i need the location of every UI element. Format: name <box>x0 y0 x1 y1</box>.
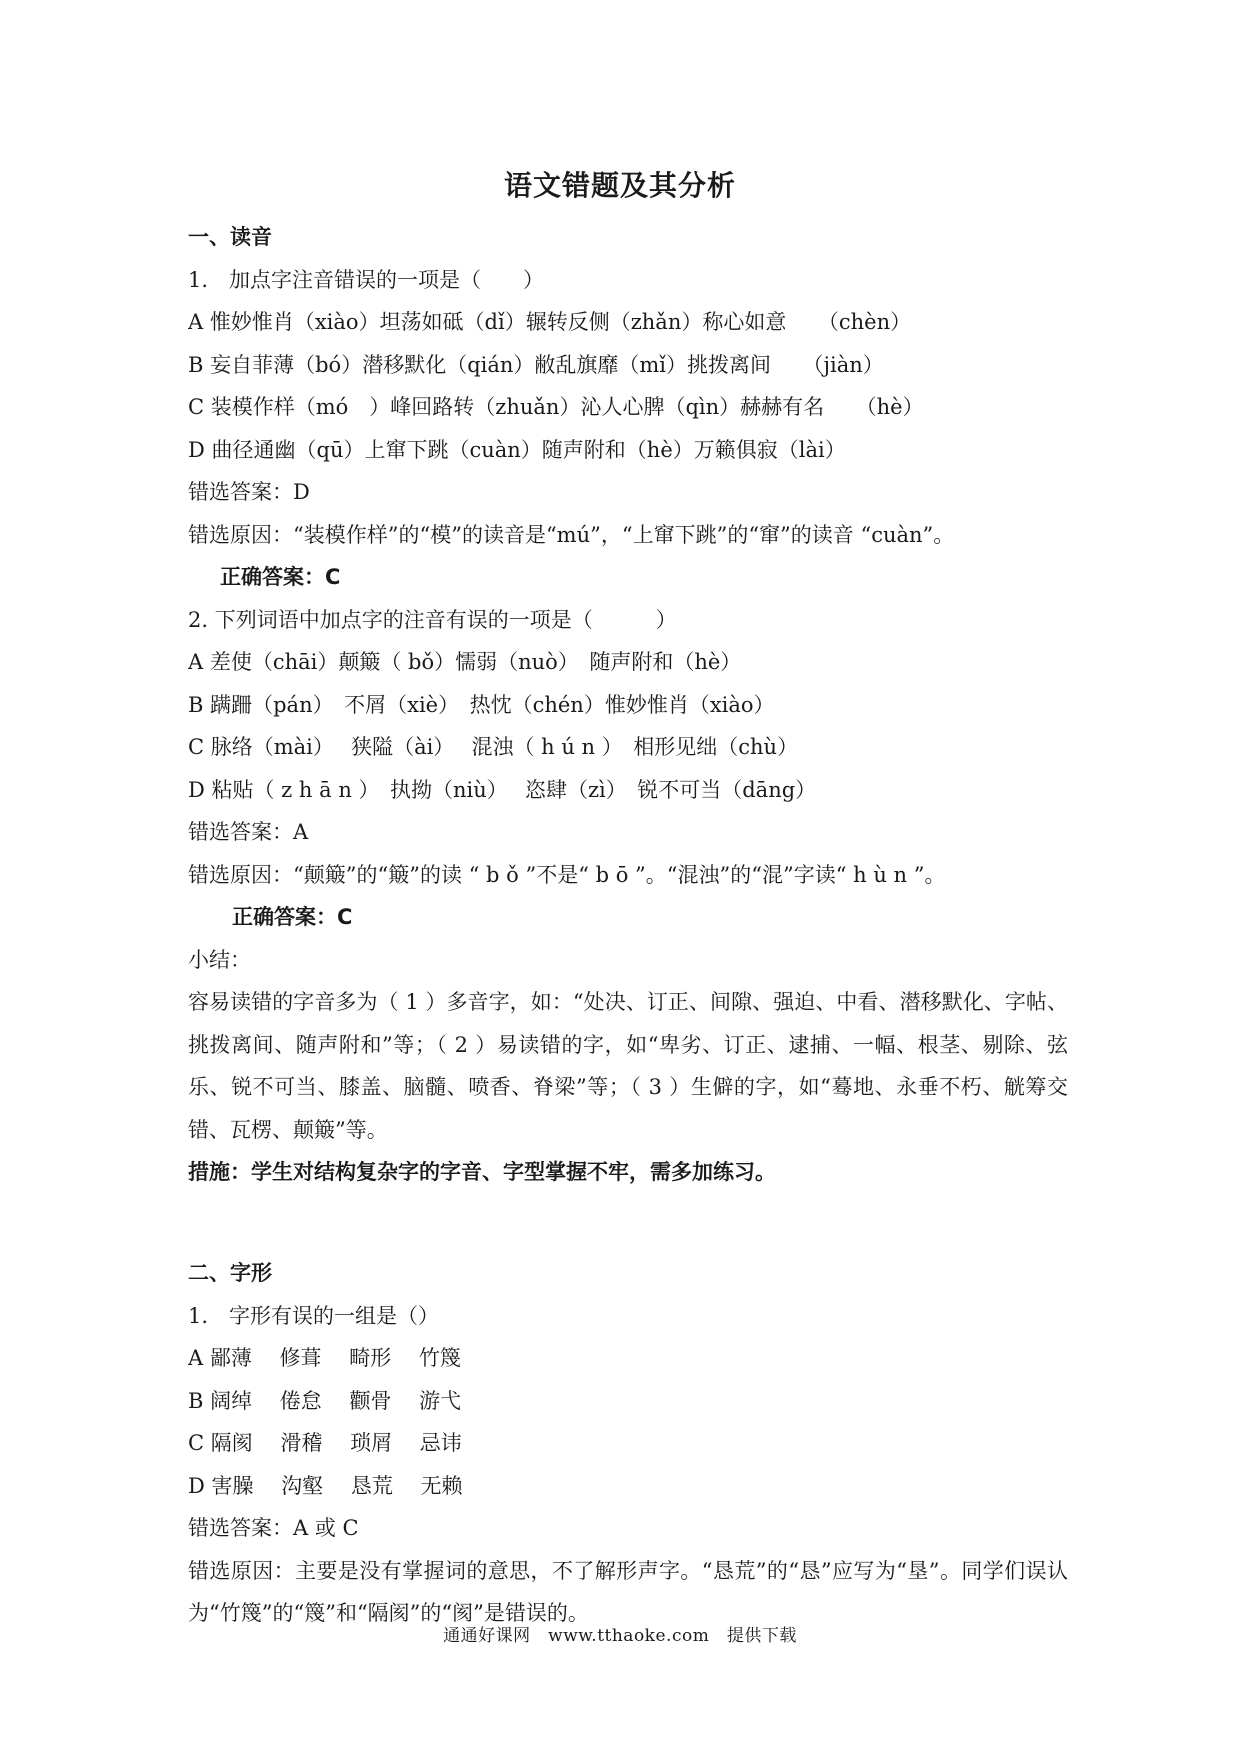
option-b: B 妄自菲薄（bó）潜移默化（qián）敝乱旗靡（mǐ）挑拨离间 （jiàn） <box>188 352 884 377</box>
option-d: D 粘贴（ z h ā n ） 执拗（niù） 恣肆（zì） 锐不可当（dāng） <box>188 777 817 802</box>
wrong-answer: 错选答案：A 或 C <box>188 1516 359 1540</box>
wrong-answer: 错选答案：D <box>188 480 310 504</box>
page-footer: 通通好课网 www.tthaoke.com 提供下载 <box>443 1626 797 1646</box>
option-a: A 鄙薄 修葺 畸形 竹篾 <box>188 1346 461 1370</box>
option-d: D 害臊 沟壑 恳荒 无赖 <box>188 1473 463 1498</box>
wrong-reason: 错选原因：“装模作样”的“模”的读音是“mú”，“上窜下跳”的“窜”的读音 “cuàn”。 <box>188 522 955 547</box>
question-stem: 1. 加点字注音错误的一项是（ ） <box>188 267 545 292</box>
option-a: A 差使（chāi）颠簸（ bǒ）懦弱（nuò） 随声附和（hè） <box>188 650 742 674</box>
spacer <box>188 1194 1068 1210</box>
option-d: D 曲径通幽（qū）上窜下跳（cuàn）随声附和（hè）万籁俱寂（lài） <box>188 437 846 462</box>
wrong-reason: 错选原因：“颠簸”的“簸”的读 “ b ǒ ”不是“ b ō ”。“混浊”的“混”字读“ h ù n ”。 <box>188 862 946 887</box>
option-c: C 隔阂 滑稽 琐屑 忌讳 <box>188 1431 462 1455</box>
wrong-answer: 错选答案：A <box>188 820 309 844</box>
section-heading-glyph: 二、字形 <box>188 1261 272 1285</box>
page-title: 语文错题及其分析 <box>503 169 736 202</box>
correct-answer: 正确答案：C <box>232 905 353 929</box>
wrong-reason: 错选原因：主要是没有掌握词的意思，不了解形声字。“恳荒”的“恳”应写为“垦”。同学们误认为“竹篾”的“篾”和“隔阂”的“阂”是错误的。 <box>188 1558 1068 1625</box>
question-stem: 1. 字形有误的一组是（） <box>188 1303 440 1328</box>
question-stem: 2. 下列词语中加点字的注音有误的一项是（ ） <box>188 607 677 632</box>
document-body <box>188 216 1068 1635</box>
section-heading-pronunciation: 一、读音 <box>188 225 272 249</box>
summary-paragraph: 容易读错的字音多为（ 1 ）多音字，如：“处决、订正、间隙、强迫、中看、潜移默化、字帖、挑拨离间、随声附和”等；（ 2 ）易读错的字，如“卑劣、订正、逮捕、一幅、根茎、剔除、弦乐、锐不可当、膝盖、脑髓、喷香、脊梁”等；（ 3 ）生僻的字，如“蓦地、永垂不朽、觥筹交错、瓦楞、颠簸”等。 <box>188 990 1068 1142</box>
option-b: B 蹒跚（pán） 不屑（xiè） 热忱（chén）惟妙惟肖（xiào） <box>188 692 775 717</box>
spacer <box>188 1210 1068 1253</box>
summary-label: 小结： <box>188 947 251 972</box>
option-a: A 惟妙惟肖（xiào）坦荡如砥（dǐ）辗转反侧（zhǎn）称心如意 （chèn） <box>188 310 912 334</box>
correct-answer: 正确答案：C <box>220 565 341 589</box>
option-c: C 装模作样（mó ）峰回路转（zhuǎn）沁人心脾（qìn）赫赫有名 （hè） <box>188 395 924 419</box>
option-c: C 脉络（mài） 狭隘（ài） 混浊（ h ú n ） 相形见绌（chù） <box>188 735 799 759</box>
measure-note: 措施：学生对结构复杂字的字音、字型掌握不牢，需多加练习。 <box>188 1160 776 1184</box>
option-b: B 阔绰 倦怠 颧骨 游弋 <box>188 1388 462 1413</box>
